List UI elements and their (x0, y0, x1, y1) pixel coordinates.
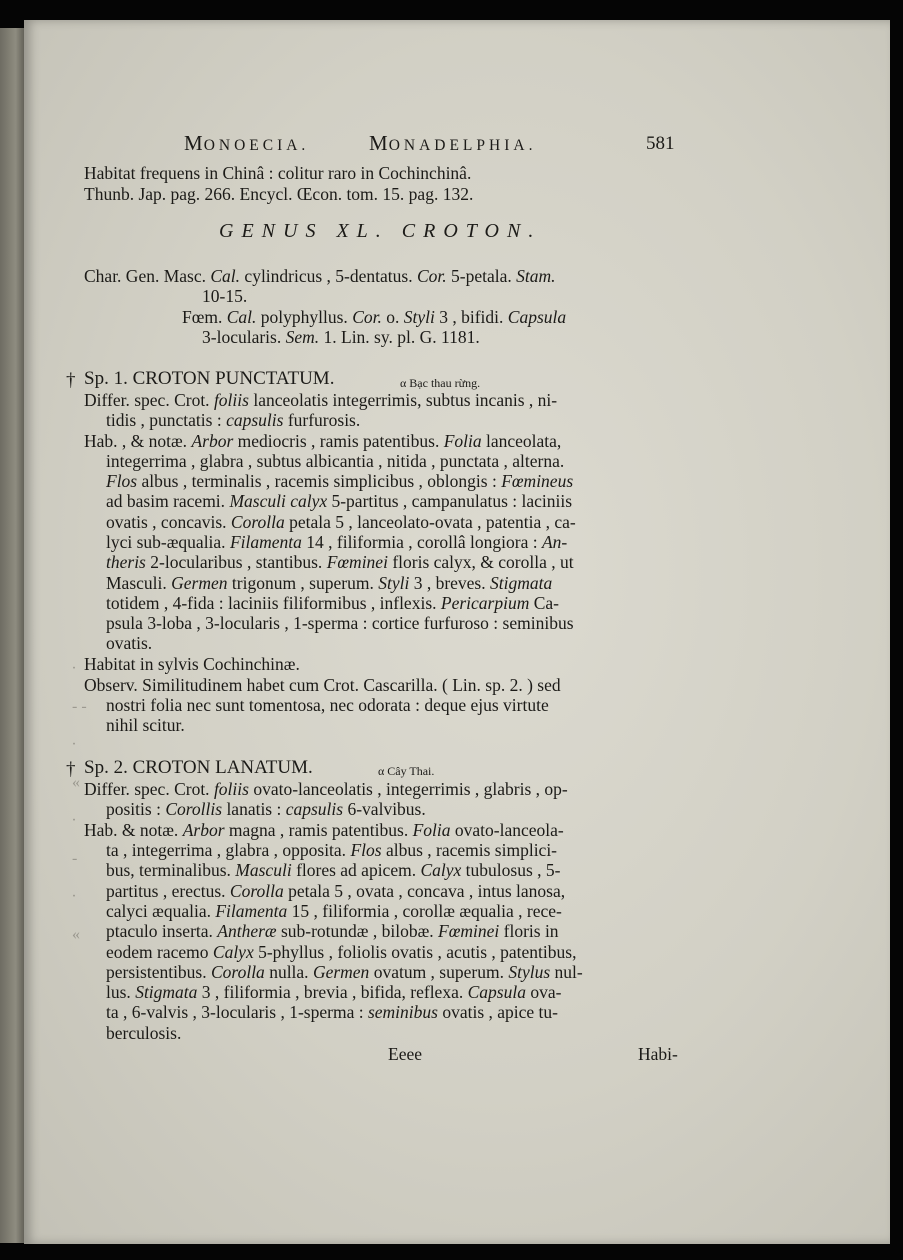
running-header-monoecia: MONOECIA. (184, 131, 310, 155)
genus-heading: GENUS XL. CROTON. (219, 220, 542, 242)
intro-line-1: Habitat frequens in Chinâ : colitur raro in Cochinchinâ. (84, 163, 472, 183)
species-2-line-2: positis : Corollis lanatis : capsulis 6-valvibus. (106, 799, 426, 819)
species-1-habitat: Habitat in sylvis Cochinchinæ. (84, 654, 300, 674)
species-1-line-1: Differ. spec. Crot. foliis lanceolatis integerrimis, subtus incanis , ni- (84, 390, 558, 410)
char-line-1: Char. Gen. Masc. Cal. cylindricus , 5-dentatus. Cor. 5-petala. Stam. (84, 266, 556, 286)
species-2-line-9: eodem racemo Calyx 5-phyllus , foliolis ovatis , acutis , patentibus, (106, 942, 577, 962)
species-1-observ-1: Observ. Similitudinem habet cum Crot. Cascarilla. ( Lin. sp. 2. ) sed (84, 675, 561, 695)
species-2-line-7: calyci æqualia. Filamenta 15 , filiformia , corollæ æqualia , rece- (106, 901, 562, 921)
species-1-line-11: totidem , 4-fida : laciniis filiformibus , inflexis. Pericarpium Ca- (106, 593, 560, 613)
species-2-line-5: bus, terminalibus. Masculi flores ad apicem. Calyx tubulosus , 5- (106, 860, 561, 880)
show-through-marks: ∙ - - ∙ « ∙ - ∙ « (72, 660, 87, 943)
running-header-monadelphia: MONADELPHIA. (369, 131, 537, 155)
book-page (24, 20, 890, 1244)
char-line-3: Fœm. Cal. polyphyllus. Cor. o. Styli 3 , bifidi. Capsula (182, 307, 567, 327)
species-1-dagger: † (66, 370, 76, 391)
species-2-line-1: Differ. spec. Crot. foliis ovato-lanceolatis , integerrimis , glabris , op- (84, 779, 568, 799)
species-2-line-4: ta , integerrima , glabra , opposita. Flos albus , racemis simplici- (106, 840, 558, 860)
signature-mark: Eeee (388, 1044, 422, 1064)
running-header-center (369, 133, 536, 156)
page-number: 581 (646, 133, 675, 154)
species-1-vernacular: α Bạc thau rừng. (400, 376, 481, 390)
species-1-line-13: ovatis. (106, 633, 153, 653)
species-1-observ-2: nostri folia nec sunt tomentosa, nec odorata : deque ejus virtute (106, 695, 549, 715)
species-2-line-8: ptaculo inserta. Antheræ sub-rotundæ , bilobæ. Fœminei floris in (106, 921, 559, 941)
char-line-2: 10-15. (202, 286, 248, 306)
species-2-vernacular: α Cây Thai. (378, 764, 435, 778)
species-2-line-3: Hab. & notæ. Arbor magna , ramis patentibus. Folia ovato-lanceola- (84, 820, 564, 840)
species-1-line-8: lyci sub-æqualia. Filamenta 14 , filiformia , corollâ longiora : An- (106, 532, 568, 552)
species-1-title: Sp. 1. CROTON PUNCTATUM. (84, 368, 335, 389)
facing-page-edge (0, 28, 26, 1243)
char-line-4: 3-locularis. Sem. 1. Lin. sy. pl. G. 1181. (202, 327, 480, 347)
species-2-title: Sp. 2. CROTON LANATUM. (84, 757, 313, 778)
catchword: Habi- (638, 1044, 678, 1064)
species-1-line-12: psula 3-loba , 3-locularis , 1-sperma : cortice furfuroso : seminibus (106, 613, 574, 633)
species-2-line-6: partitus , erectus. Corolla petala 5 , ovata , concava , intus lanosa, (106, 881, 566, 901)
species-2-dagger: † (66, 759, 76, 780)
species-2-line-12: ta , 6-valvis , 3-locularis , 1-sperma : seminibus ovatis , apice tu- (106, 1002, 558, 1022)
species-1-line-10: Masculi. Germen trigonum , superum. Styli 3 , breves. Stigmata (106, 573, 553, 593)
species-1-line-9: theris 2-locularibus , stantibus. Fœminei floris calyx, & corolla , ut (106, 552, 574, 572)
species-1-line-3: Hab. , & notæ. Arbor mediocris , ramis patentibus. Folia lanceolata, (84, 431, 562, 451)
running-header-left (184, 133, 309, 156)
species-1-observ-3: nihil scitur. (106, 715, 185, 735)
intro-line-2: Thunb. Jap. pag. 266. Encycl. Œcon. tom. 15. pag. 132. (84, 184, 474, 204)
species-1-line-5: Flos albus , terminalis , racemis simplicibus , oblongis : Fœmineus (106, 471, 574, 491)
species-2-line-10: persistentibus. Corolla nulla. Germen ovatum , superum. Stylus nul- (106, 962, 583, 982)
species-1-line-6: ad basim racemi. Masculi calyx 5-partitus , campanulatus : laciniis (106, 491, 573, 511)
species-1-line-7: ovatis , concavis. Corolla petala 5 , lanceolato-ovata , patentia , ca- (106, 512, 576, 532)
species-1-line-2: tidis , punctatis : capsulis furfurosis. (106, 410, 361, 430)
species-2-line-13: berculosis. (106, 1023, 182, 1043)
species-1-line-4: integerrima , glabra , subtus albicantia , nitida , punctata , alterna. (106, 451, 565, 471)
species-2-line-11: lus. Stigmata 3 , filiformia , brevia , bifida, reflexa. Capsula ova- (106, 982, 562, 1002)
